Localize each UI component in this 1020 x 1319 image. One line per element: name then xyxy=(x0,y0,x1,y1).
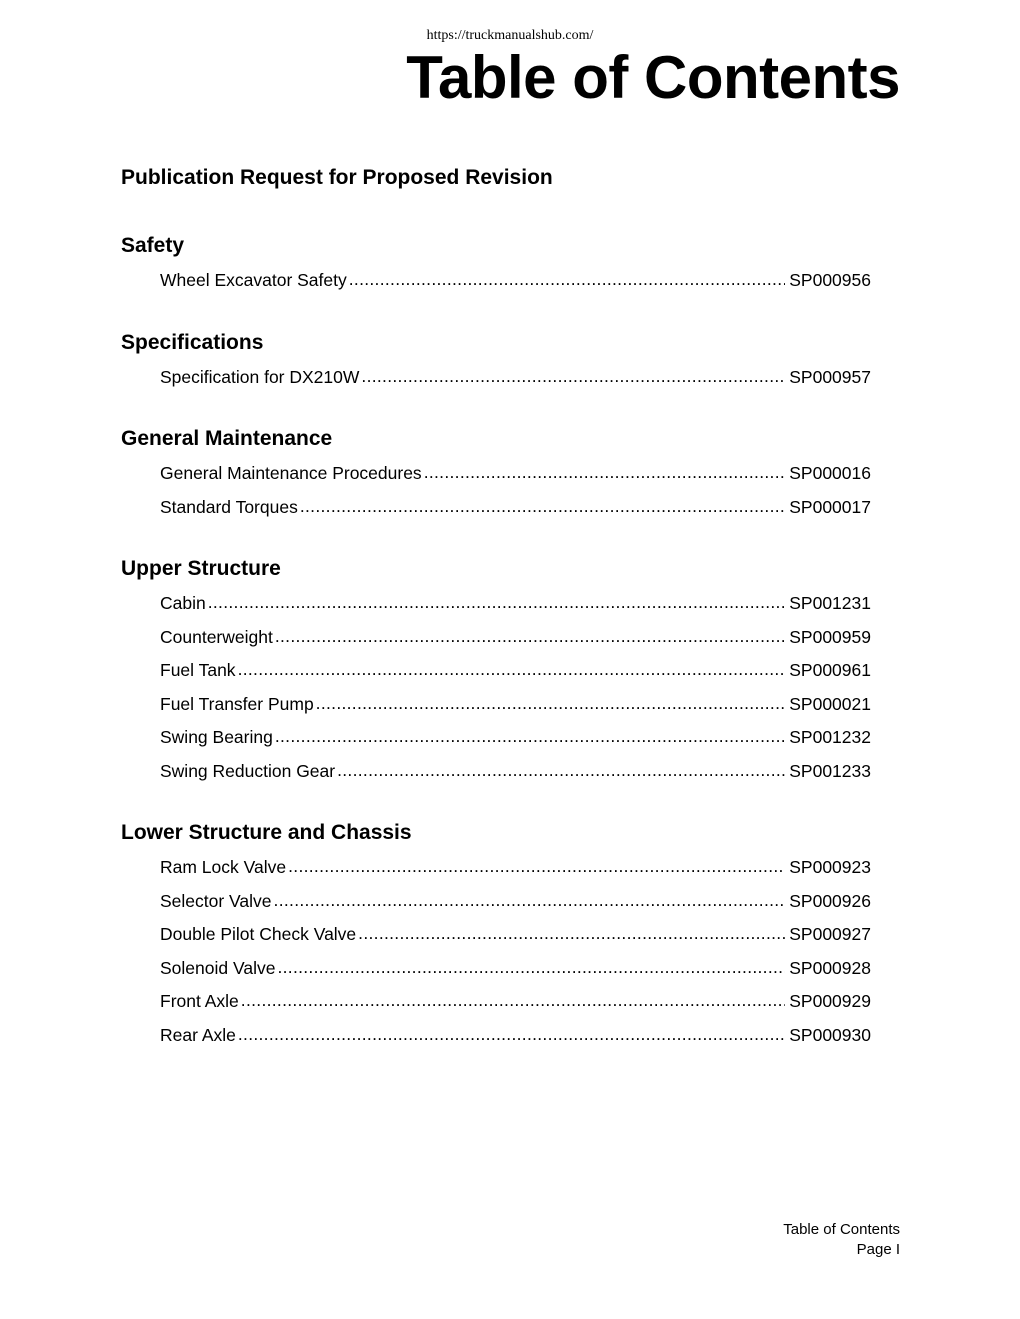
entry-title: Swing Reduction Gear xyxy=(160,760,336,781)
toc-entry[interactable] xyxy=(160,688,871,722)
entry-code: SP000957 xyxy=(789,366,871,387)
entry-code: SP000928 xyxy=(789,957,871,978)
dot-leader xyxy=(208,586,786,620)
entry-title: General Maintenance Procedures xyxy=(160,463,422,483)
source-url[interactable]: https://truckmanualshub.com/ xyxy=(426,28,594,43)
entry-title: Specification for DX210W xyxy=(160,366,360,387)
toc-entry[interactable] xyxy=(160,1019,871,1053)
toc-entry[interactable] xyxy=(160,587,871,621)
dot-leader xyxy=(238,653,786,687)
entry-code: SP001233 xyxy=(789,760,871,781)
toc-entry[interactable] xyxy=(160,985,871,1019)
toc-section xyxy=(121,329,871,395)
toc-entry[interactable] xyxy=(160,918,871,952)
entry-code: SP000016 xyxy=(789,463,871,483)
toc-sections xyxy=(121,232,871,1052)
entry-title: Fuel Tank xyxy=(160,660,236,680)
section-title: General Maintenance xyxy=(121,427,333,450)
entry-code: SP000926 xyxy=(789,890,871,911)
entry-code: SP000017 xyxy=(789,496,871,517)
dot-leader xyxy=(316,687,786,721)
entry-title: Swing Bearing xyxy=(160,727,273,747)
toc-entry[interactable] xyxy=(160,654,871,688)
toc-section xyxy=(121,819,871,1052)
dot-leader xyxy=(275,720,785,754)
dot-leader xyxy=(349,263,786,297)
entry-title: Standard Torques xyxy=(160,496,298,517)
section-title: Upper Structure xyxy=(121,557,281,580)
entry-code: SP000961 xyxy=(789,660,871,680)
entry-title: Wheel Excavator Safety xyxy=(160,270,347,290)
toc-section xyxy=(121,425,871,524)
entry-code: SP000930 xyxy=(789,1024,871,1045)
entry-code: SP000923 xyxy=(789,857,871,877)
toc-entry[interactable] xyxy=(160,721,871,755)
dot-leader xyxy=(358,917,785,951)
section-title: Lower Structure and Chassis xyxy=(121,821,412,844)
entry-title: Selector Valve xyxy=(160,890,272,911)
toc-entry[interactable] xyxy=(160,885,871,919)
page-title: Table of Contents xyxy=(406,44,900,111)
entry-title: Rear Axle xyxy=(160,1024,236,1045)
toc-entry[interactable] xyxy=(160,457,871,491)
entry-title: Ram Lock Valve xyxy=(160,857,287,877)
dot-leader xyxy=(241,984,785,1018)
toc-entry[interactable] xyxy=(160,491,871,525)
dot-leader xyxy=(274,884,786,918)
dot-leader xyxy=(361,360,785,394)
entry-title: Solenoid Valve xyxy=(160,957,276,978)
entry-code: SP001231 xyxy=(789,593,871,613)
footer-page-number: Page I xyxy=(856,1241,900,1258)
entry-code: SP000021 xyxy=(789,693,871,714)
toc-entry[interactable] xyxy=(160,952,871,986)
toc-entry[interactable] xyxy=(160,264,871,298)
dot-leader xyxy=(238,1018,785,1052)
entry-title: Fuel Transfer Pump xyxy=(160,693,314,714)
table-of-contents xyxy=(121,164,871,1083)
toc-entry[interactable] xyxy=(160,755,871,789)
dot-leader xyxy=(288,850,785,884)
toc-section xyxy=(121,232,871,298)
entry-code: SP000959 xyxy=(789,626,871,647)
entry-code: SP000927 xyxy=(789,924,871,944)
page-footer xyxy=(783,1220,900,1260)
footer-section-label: Table of Contents xyxy=(783,1221,900,1238)
dot-leader xyxy=(275,620,785,654)
entry-code: SP000956 xyxy=(789,270,871,290)
toc-entry[interactable] xyxy=(160,361,871,395)
entry-title: Counterweight xyxy=(160,626,273,647)
toc-section xyxy=(121,555,871,788)
publication-request-heading[interactable]: Publication Request for Proposed Revision xyxy=(121,166,553,189)
section-title: Specifications xyxy=(121,330,264,354)
section-title: Safety xyxy=(121,234,185,257)
entry-code: SP001232 xyxy=(789,727,871,747)
entry-title: Double Pilot Check Valve xyxy=(160,924,357,944)
entry-title: Front Axle xyxy=(160,991,239,1011)
dot-leader xyxy=(277,951,785,985)
toc-entry[interactable] xyxy=(160,621,871,655)
dot-leader xyxy=(424,456,786,490)
dot-leader xyxy=(337,754,785,788)
entry-title: Cabin xyxy=(160,593,206,613)
dot-leader xyxy=(300,490,785,524)
entry-code: SP000929 xyxy=(789,991,871,1011)
toc-entry[interactable] xyxy=(160,851,871,885)
